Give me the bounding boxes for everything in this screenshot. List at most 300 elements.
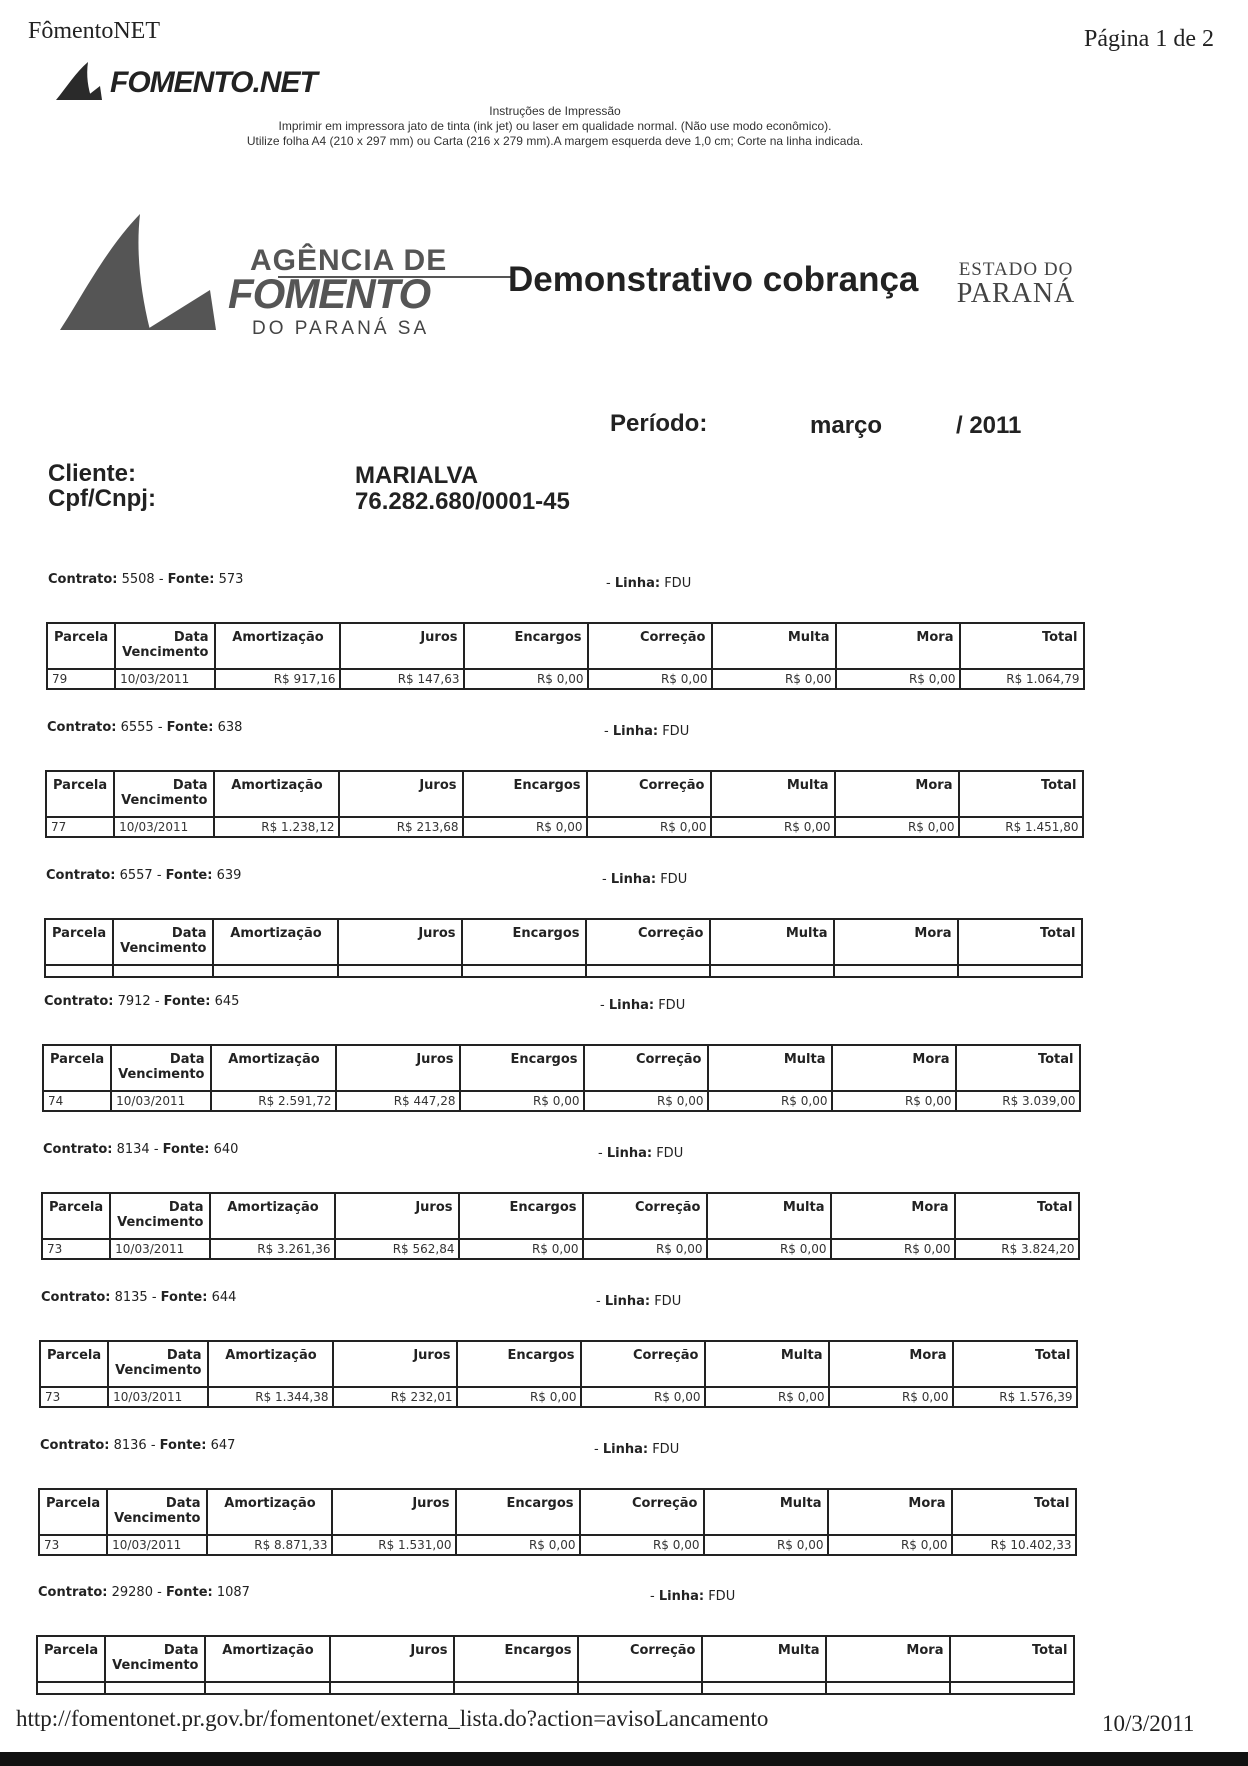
table-header-row [39, 1489, 1076, 1535]
cell-amortizacao: R$ 3.261,36 [210, 1239, 335, 1259]
header-cell-total [952, 1489, 1076, 1535]
cell-encargos [462, 965, 586, 977]
cell-mora: R$ 0,00 [829, 1387, 953, 1407]
col-juros: Juros [418, 926, 456, 941]
footer-url[interactable]: http://fomentonet.pr.gov.br/fomentonet/externa_lista.do?action=avisoLancamento [16, 1706, 769, 1731]
cell-data: 10/03/2011 [110, 1239, 210, 1259]
cell-total: R$ 1.451,80 [959, 817, 1083, 837]
col-data: Data [168, 1200, 204, 1215]
header-cell-juros [333, 1341, 457, 1387]
header-cell-encargos [460, 1045, 584, 1091]
col-total: Total [1036, 1200, 1073, 1215]
estado-logo [950, 258, 1082, 309]
linha-info: - Linha: FDU [650, 1589, 736, 1604]
linha-info: - Linha: FDU [604, 724, 690, 739]
header-cell-juros [338, 919, 462, 965]
fonte-label: Fonte: [159, 1438, 207, 1453]
header-cell-amortizacao [211, 1045, 336, 1091]
agency-line3: DO PARANÁ SA [252, 318, 430, 339]
col-data: Data [172, 778, 208, 793]
fonte-number: 640 [213, 1142, 239, 1157]
cell-total: R$ 3.824,20 [955, 1239, 1079, 1259]
col-parcela: Parcela [50, 1052, 105, 1067]
cell-correcao [586, 965, 710, 977]
site-name: FômentoNET [28, 18, 160, 44]
linha-info: - Linha: FDU [606, 576, 692, 591]
linha-label: Linha: [608, 998, 655, 1013]
cell-encargos: R$ 0,00 [459, 1239, 583, 1259]
cliente-value: MARIALVA [355, 462, 479, 489]
header-cell-multa [711, 771, 835, 817]
table-row [42, 1239, 1079, 1259]
col-vencimento: Vencimento [114, 1511, 201, 1526]
linha-value: FDU [652, 1442, 680, 1457]
col-juros: Juros [410, 1643, 448, 1658]
col-vencimento: Vencimento [120, 941, 207, 956]
linha-value: FDU [658, 998, 686, 1013]
col-total: Total [1041, 630, 1078, 645]
col-vencimento: Vencimento [117, 1215, 204, 1230]
fonte-label: Fonte: [163, 994, 211, 1009]
contrato-number: 8136 [113, 1438, 147, 1453]
contrato-number: 8134 [116, 1142, 150, 1157]
col-mora: Mora [914, 926, 952, 941]
header-cell-multa [710, 919, 834, 965]
fonte-number: 645 [214, 994, 240, 1009]
cell-parcela: 79 [47, 669, 115, 689]
table-header-row [43, 1045, 1080, 1091]
linha-label: Linha: [612, 724, 659, 739]
cell-juros: R$ 562,84 [335, 1239, 459, 1259]
linha-info: - Linha: FDU [600, 998, 686, 1013]
header-cell-juros [336, 1045, 460, 1091]
contract-table [42, 1044, 1081, 1112]
cell-data: 10/03/2011 [115, 669, 215, 689]
col-amortizacao: Amortização [232, 630, 324, 645]
header-cell-correcao [586, 919, 710, 965]
fonte-number: 573 [218, 572, 244, 587]
header-cell-total [958, 919, 1082, 965]
cell-amortizacao: R$ 1.344,38 [208, 1387, 333, 1407]
col-total: Total [1039, 926, 1076, 941]
contrato-number: 5508 [121, 572, 155, 587]
cell-correcao: R$ 0,00 [588, 669, 712, 689]
header-cell-parcela [46, 771, 114, 817]
header-cell-mora [835, 771, 959, 817]
header-cell-encargos [464, 623, 588, 669]
document-title: Demonstrativo cobrança [508, 260, 919, 299]
cpf-value: 76.282.680/0001-45 [355, 488, 570, 515]
cell-encargos [454, 1682, 578, 1694]
header-cell-encargos [454, 1636, 578, 1682]
header-cell-mora [834, 919, 958, 965]
col-correcao: Correção [635, 1052, 702, 1067]
linha-label: Linha: [602, 1442, 649, 1457]
header-cell-encargos [456, 1489, 580, 1535]
col-mora: Mora [906, 1643, 944, 1658]
col-multa: Multa [786, 778, 829, 793]
col-encargos: Encargos [507, 1348, 575, 1363]
linha-value: FDU [660, 872, 688, 887]
col-mora: Mora [911, 1200, 949, 1215]
col-multa: Multa [785, 926, 828, 941]
header-cell-amortizacao [214, 771, 339, 817]
col-mora: Mora [915, 778, 953, 793]
agency-logo-icon [60, 210, 240, 340]
header-cell-correcao [588, 623, 712, 669]
cpf-label: Cpf/Cnpj: [48, 485, 156, 512]
linha-value: FDU [656, 1146, 684, 1161]
linha-value: FDU [654, 1294, 682, 1309]
header-cell-encargos [463, 771, 587, 817]
contrato-label: Contrato: [41, 1290, 111, 1305]
col-parcela: Parcela [46, 1496, 101, 1511]
cell-correcao [578, 1682, 702, 1694]
cell-parcela [45, 965, 113, 977]
col-encargos: Encargos [510, 1052, 578, 1067]
cell-parcela [37, 1682, 105, 1694]
col-parcela: Parcela [52, 926, 107, 941]
agency-logo [60, 210, 460, 340]
table-header-row [45, 919, 1082, 965]
linha-label: Linha: [614, 576, 661, 591]
col-vencimento: Vencimento [122, 645, 209, 660]
col-data: Data [163, 1643, 199, 1658]
cell-mora: R$ 0,00 [828, 1535, 952, 1555]
header-cell-parcela [39, 1489, 107, 1535]
contract-table [38, 1488, 1077, 1556]
cell-correcao: R$ 0,00 [580, 1535, 704, 1555]
contract-table [45, 770, 1084, 838]
header-cell-total [956, 1045, 1080, 1091]
col-total: Total [1033, 1496, 1070, 1511]
header-cell-parcela [40, 1341, 108, 1387]
linha-label: Linha: [606, 1146, 653, 1161]
fonte-label: Fonte: [162, 1142, 210, 1157]
cell-mora: R$ 0,00 [836, 669, 960, 689]
contrato-number: 7912 [117, 994, 151, 1009]
col-data: Data [166, 1348, 202, 1363]
cliente-label: Cliente: [48, 460, 137, 487]
col-parcela: Parcela [47, 1348, 102, 1363]
cell-encargos: R$ 0,00 [460, 1091, 584, 1111]
cell-juros [338, 965, 462, 977]
table-header-row [42, 1193, 1079, 1239]
header-cell-encargos [459, 1193, 583, 1239]
header-cell-total [960, 623, 1084, 669]
header-cell-data [111, 1045, 211, 1091]
contract-table [46, 622, 1085, 690]
agency-line1: AGÊNCIA DE [250, 244, 448, 277]
print-instructions [0, 104, 1110, 149]
cell-multa: R$ 0,00 [712, 669, 836, 689]
estado-line2: PARANÁ [956, 278, 1076, 309]
cell-data [113, 965, 213, 977]
cell-data: 10/03/2011 [108, 1387, 208, 1407]
contract-table [41, 1192, 1080, 1260]
col-mora: Mora [912, 1052, 950, 1067]
footer-date: 10/3/2011 [1102, 1711, 1195, 1736]
col-multa: Multa [780, 1348, 823, 1363]
header-cell-juros [335, 1193, 459, 1239]
linha-value: FDU [662, 724, 690, 739]
header-cell-juros [332, 1489, 456, 1535]
header-cell-juros [340, 623, 464, 669]
table-row [46, 817, 1083, 837]
cell-mora [826, 1682, 950, 1694]
col-correcao: Correção [634, 1200, 701, 1215]
header-cell-total [955, 1193, 1079, 1239]
header-cell-amortizacao [213, 919, 338, 965]
cell-multa: R$ 0,00 [705, 1387, 829, 1407]
cell-parcela: 77 [46, 817, 114, 837]
col-total: Total [1034, 1348, 1071, 1363]
col-parcela: Parcela [54, 630, 109, 645]
header-cell-data [105, 1636, 205, 1682]
header-cell-multa [708, 1045, 832, 1091]
col-multa: Multa [787, 630, 830, 645]
header-cell-multa [712, 623, 836, 669]
col-multa: Multa [777, 1643, 820, 1658]
col-correcao: Correção [637, 926, 704, 941]
cell-encargos: R$ 0,00 [464, 669, 588, 689]
col-multa: Multa [782, 1200, 825, 1215]
header-cell-parcela [37, 1636, 105, 1682]
contrato-number: 6555 [120, 720, 154, 735]
contrato-label: Contrato: [48, 572, 118, 587]
cell-parcela: 74 [43, 1091, 111, 1111]
agency-line2: FOMENTO [228, 270, 431, 317]
cell-encargos: R$ 0,00 [457, 1387, 581, 1407]
col-amortizacao: Amortização [228, 1052, 320, 1067]
header-cell-multa [705, 1341, 829, 1387]
cell-juros: R$ 447,28 [336, 1091, 460, 1111]
cell-multa [710, 965, 834, 977]
col-encargos: Encargos [512, 926, 580, 941]
header-cell-mora [829, 1341, 953, 1387]
contrato-number: 6557 [119, 868, 153, 883]
header-cell-multa [704, 1489, 828, 1535]
contrato-label: Contrato: [46, 868, 116, 883]
cell-data: 10/03/2011 [107, 1535, 207, 1555]
fonte-label: Fonte: [165, 868, 213, 883]
header-cell-parcela [42, 1193, 110, 1239]
col-correcao: Correção [632, 1348, 699, 1363]
contract-header: Contrato: 8136 - Fonte: 647 [40, 1438, 236, 1453]
contract-header: Contrato: 29280 - Fonte: 1087 [38, 1585, 250, 1600]
fonte-label: Fonte: [160, 1290, 208, 1305]
cell-total: R$ 1.064,79 [960, 669, 1084, 689]
fomento-logo-icon [52, 58, 108, 104]
cell-amortizacao: R$ 2.591,72 [211, 1091, 336, 1111]
cell-correcao: R$ 0,00 [581, 1387, 705, 1407]
cell-multa: R$ 0,00 [708, 1091, 832, 1111]
col-vencimento: Vencimento [115, 1363, 202, 1378]
header-cell-mora [826, 1636, 950, 1682]
header-cell-data [107, 1489, 207, 1535]
col-correcao: Correção [631, 1496, 698, 1511]
cell-correcao: R$ 0,00 [584, 1091, 708, 1111]
header-cell-total [959, 771, 1083, 817]
cell-mora [834, 965, 958, 977]
header-cell-correcao [578, 1636, 702, 1682]
col-data: Data [171, 926, 207, 941]
periodo-year: / 2011 [956, 412, 1022, 439]
cell-amortizacao [205, 1682, 330, 1694]
col-juros: Juros [419, 778, 457, 793]
cell-mora: R$ 0,00 [835, 817, 959, 837]
col-correcao: Correção [629, 1643, 696, 1658]
logo-text: FOMENTO.NET [110, 66, 317, 99]
col-amortizacao: Amortização [230, 926, 322, 941]
col-total: Total [1031, 1643, 1068, 1658]
table-header-row [46, 771, 1083, 817]
cell-correcao: R$ 0,00 [583, 1239, 707, 1259]
header-cell-encargos [457, 1341, 581, 1387]
contract-header: Contrato: 8134 - Fonte: 640 [43, 1142, 239, 1157]
contract-header: Contrato: 6555 - Fonte: 638 [47, 720, 243, 735]
table-row [37, 1682, 1074, 1694]
cell-total [950, 1682, 1074, 1694]
col-multa: Multa [783, 1052, 826, 1067]
header-cell-mora [831, 1193, 955, 1239]
contract-header: Contrato: 7912 - Fonte: 645 [44, 994, 240, 1009]
col-mora: Mora [916, 630, 954, 645]
col-encargos: Encargos [509, 1200, 577, 1215]
col-encargos: Encargos [514, 630, 582, 645]
col-vencimento: Vencimento [121, 793, 208, 808]
header-cell-data [108, 1341, 208, 1387]
contract-table [36, 1635, 1075, 1695]
cell-total [958, 965, 1082, 977]
col-parcela: Parcela [44, 1643, 99, 1658]
contrato-label: Contrato: [43, 1142, 113, 1157]
contrato-number: 29280 [111, 1585, 153, 1600]
fonte-label: Fonte: [167, 572, 215, 587]
header-cell-total [953, 1341, 1077, 1387]
header-cell-parcela [45, 919, 113, 965]
col-multa: Multa [779, 1496, 822, 1511]
col-encargos: Encargos [513, 778, 581, 793]
periodo-label: Período: [610, 410, 708, 437]
col-parcela: Parcela [53, 778, 108, 793]
cell-amortizacao: R$ 1.238,12 [214, 817, 339, 837]
cell-multa [702, 1682, 826, 1694]
col-data: Data [169, 1052, 205, 1067]
col-juros: Juros [415, 1200, 453, 1215]
cell-amortizacao [213, 965, 338, 977]
cell-total: R$ 10.402,33 [952, 1535, 1076, 1555]
header-cell-mora [828, 1489, 952, 1535]
fonte-number: 1087 [216, 1585, 250, 1600]
page-number: Página 1 de 2 [1084, 26, 1214, 52]
header-cell-amortizacao [205, 1636, 330, 1682]
col-mora: Mora [908, 1496, 946, 1511]
cell-juros: R$ 213,68 [339, 817, 463, 837]
cell-parcela: 73 [42, 1239, 110, 1259]
header-cell-encargos [462, 919, 586, 965]
header-cell-data [110, 1193, 210, 1239]
cell-multa: R$ 0,00 [711, 817, 835, 837]
contract-table [44, 918, 1083, 978]
cell-mora: R$ 0,00 [831, 1239, 955, 1259]
fonte-number: 639 [216, 868, 242, 883]
header-cell-amortizacao [208, 1341, 333, 1387]
header-cell-correcao [581, 1341, 705, 1387]
header-cell-amortizacao [210, 1193, 335, 1239]
cell-correcao: R$ 0,00 [587, 817, 711, 837]
col-data: Data [173, 630, 209, 645]
header-cell-mora [836, 623, 960, 669]
instructions-line2: Utilize folha A4 (210 x 297 mm) ou Carta (216 x 279 mm).A margem esquerda deve 1,0 cm; Corte na linha indicada. [246, 134, 864, 148]
table-header-row [37, 1636, 1074, 1682]
header-cell-data [115, 623, 215, 669]
table-header-row [47, 623, 1084, 669]
cell-amortizacao: R$ 8.871,33 [207, 1535, 332, 1555]
col-juros: Juros [420, 630, 458, 645]
linha-value: FDU [708, 1589, 736, 1604]
cell-data: 10/03/2011 [114, 817, 214, 837]
scan-edge [0, 1752, 1248, 1766]
contrato-number: 8135 [114, 1290, 148, 1305]
cell-juros: R$ 232,01 [333, 1387, 457, 1407]
contrato-label: Contrato: [38, 1585, 108, 1600]
header-cell-multa [707, 1193, 831, 1239]
header-cell-mora [832, 1045, 956, 1091]
table-header-row [40, 1341, 1077, 1387]
estado-line1: ESTADO DO [958, 259, 1074, 280]
col-amortizacao: Amortização [227, 1200, 319, 1215]
header-cell-correcao [583, 1193, 707, 1239]
header-cell-data [113, 919, 213, 965]
col-data: Data [165, 1496, 201, 1511]
header-cell-data [114, 771, 214, 817]
col-parcela: Parcela [49, 1200, 104, 1215]
contrato-label: Contrato: [40, 1438, 110, 1453]
col-juros: Juros [416, 1052, 454, 1067]
instructions-line1: Imprimir em impressora jato de tinta (ink jet) ou laser em qualidade normal. (Não use modo econômico). [278, 119, 832, 133]
linha-info: - Linha: FDU [596, 1294, 682, 1309]
header-cell-correcao [580, 1489, 704, 1535]
contrato-label: Contrato: [44, 994, 114, 1009]
linha-label: Linha: [658, 1589, 705, 1604]
header-cell-correcao [587, 771, 711, 817]
contract-header: Contrato: 8135 - Fonte: 644 [41, 1290, 237, 1305]
table-row [43, 1091, 1080, 1111]
col-amortizacao: Amortização [231, 778, 323, 793]
periodo-month: março [810, 412, 883, 439]
cell-total: R$ 1.576,39 [953, 1387, 1077, 1407]
col-amortizacao: Amortização [224, 1496, 316, 1511]
table-row [45, 965, 1082, 977]
contract-header: Contrato: 5508 - Fonte: 573 [48, 572, 244, 587]
col-vencimento: Vencimento [118, 1067, 205, 1082]
header-cell-total [950, 1636, 1074, 1682]
cell-data: 10/03/2011 [111, 1091, 211, 1111]
table-row [47, 669, 1084, 689]
col-total: Total [1037, 1052, 1074, 1067]
header-cell-correcao [584, 1045, 708, 1091]
col-mora: Mora [909, 1348, 947, 1363]
contract-table [39, 1340, 1078, 1408]
cell-parcela: 73 [40, 1387, 108, 1407]
cell-multa: R$ 0,00 [707, 1239, 831, 1259]
col-vencimento: Vencimento [112, 1658, 199, 1673]
col-encargos: Encargos [506, 1496, 574, 1511]
linha-info: - Linha: FDU [598, 1146, 684, 1161]
col-correcao: Correção [639, 630, 706, 645]
contrato-label: Contrato: [47, 720, 117, 735]
